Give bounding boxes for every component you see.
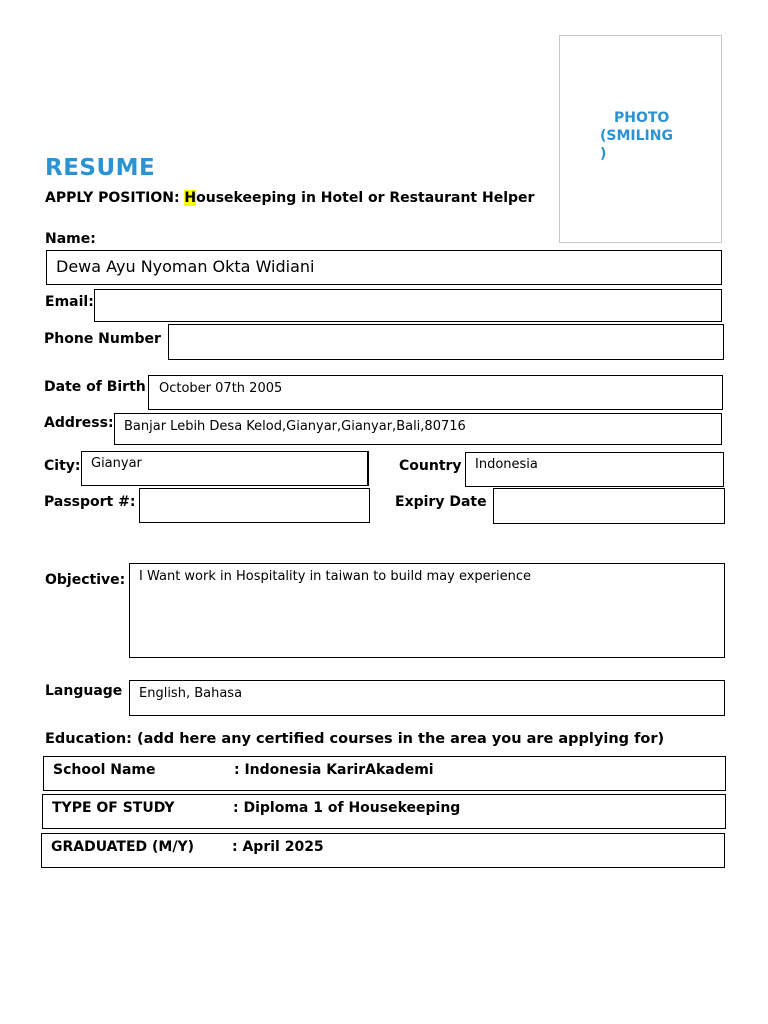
page-title: RESUME — [45, 155, 156, 181]
education-row-value: : April 2025 — [232, 839, 324, 855]
address-field[interactable] — [114, 413, 722, 445]
email-field[interactable] — [94, 289, 722, 322]
education-row-value: : Diploma 1 of Housekeeping — [233, 800, 461, 816]
address-label: Address: — [44, 415, 114, 431]
dob-field[interactable] — [148, 375, 723, 410]
education-row-key: School Name — [53, 762, 156, 778]
education-heading: Education: (add here any certified courses in the area you are applying for) — [45, 731, 665, 747]
language-field[interactable] — [129, 680, 725, 716]
address-value: Banjar Lebih Desa Kelod,Gianyar,Gianyar,Bali,80716 — [124, 419, 466, 434]
apply-position-highlight: H — [184, 190, 197, 206]
education-row — [43, 756, 726, 791]
dob-value: October 07th 2005 — [159, 381, 283, 396]
country-label: Country — [399, 458, 462, 474]
objective-value: I Want work in Hospitality in taiwan to build may experience — [139, 569, 531, 584]
language-label: Language — [45, 683, 123, 699]
education-row-key: GRADUATED (M/Y) — [51, 839, 195, 855]
education-row-key: TYPE OF STUDY — [52, 800, 175, 816]
photo-label-line3: ) — [600, 146, 607, 162]
expiry-field[interactable] — [493, 488, 725, 524]
city-label: City: — [44, 458, 81, 474]
name-label: Name: — [45, 231, 96, 247]
apply-position-value: ousekeeping in Hotel or Restaurant Helper — [196, 190, 535, 206]
dob-label: Date of Birth — [44, 379, 146, 395]
language-value: English, Bahasa — [139, 686, 243, 701]
passport-label: Passport #: — [44, 494, 136, 510]
phone-label: Phone Number — [44, 331, 161, 347]
country-field[interactable] — [465, 452, 724, 487]
photo-label-line1: PHOTO — [614, 110, 670, 126]
email-label: Email: — [45, 294, 94, 310]
objective-label: Objective: — [45, 572, 126, 588]
phone-field[interactable] — [168, 324, 724, 360]
photo-label-line2: (SMILING — [600, 128, 673, 144]
city-field[interactable] — [81, 451, 369, 486]
education-row-value: : Indonesia KarirAkademi — [234, 762, 434, 778]
apply-position-label: APPLY POSITION: — [45, 190, 185, 206]
passport-field[interactable] — [139, 488, 370, 523]
education-row — [41, 833, 725, 868]
country-value: Indonesia — [475, 457, 538, 472]
education-row — [42, 794, 726, 829]
city-value: Gianyar — [91, 456, 142, 471]
objective-field[interactable] — [129, 563, 725, 658]
name-value: Dewa Ayu Nyoman Okta Widiani — [56, 257, 315, 276]
photo-placeholder — [559, 35, 722, 243]
apply-position — [45, 190, 559, 206]
photo-label — [600, 109, 690, 163]
name-field[interactable] — [46, 250, 722, 285]
expiry-label: Expiry Date — [395, 494, 487, 510]
